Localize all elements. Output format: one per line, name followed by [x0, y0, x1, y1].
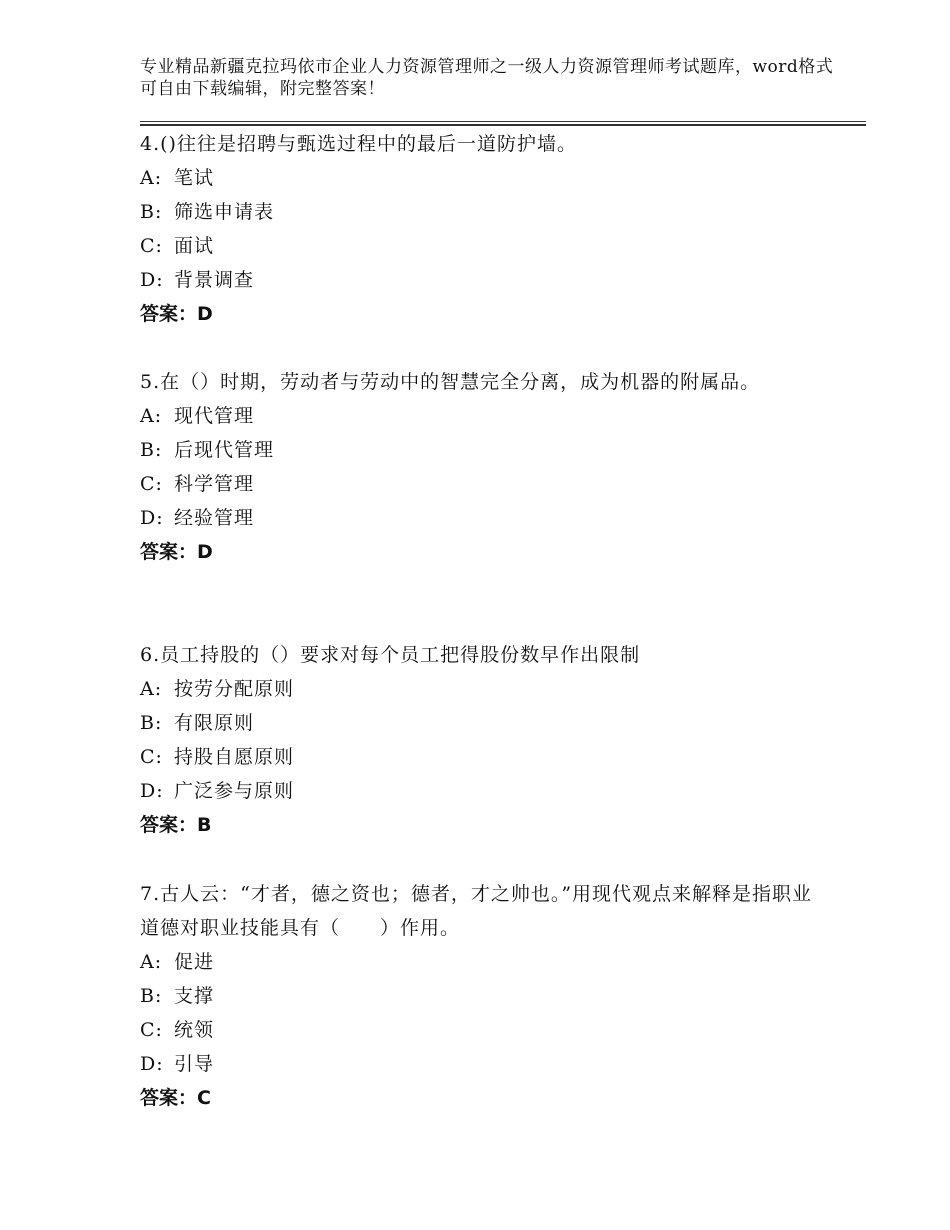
option-text: 背景调查 [174, 269, 255, 291]
option-letter: C: [140, 473, 163, 495]
option-letter: D: [140, 507, 164, 529]
option-letter: B: [140, 985, 163, 1007]
question-6 [140, 638, 820, 842]
option-letter: C: [140, 746, 163, 768]
option-text: 有限原则 [174, 712, 255, 734]
option-d [140, 774, 820, 808]
option-text: 统领 [174, 1019, 215, 1041]
question-7 [140, 877, 820, 1115]
question-stem: 5.在（）时期，劳动者与劳动中的智慧完全分离，成为机器的附属品。 [140, 371, 761, 393]
option-b [140, 706, 820, 740]
question-stem: 4.()往往是招聘与甄选过程中的最后一道防护墙。 [140, 133, 577, 155]
option-text: 科学管理 [174, 473, 255, 495]
answer-key: 答案：B [140, 814, 212, 836]
option-text: 笔试 [174, 167, 215, 189]
question-4 [140, 127, 820, 331]
option-text: 引导 [174, 1053, 215, 1075]
option-text: 面试 [174, 235, 215, 257]
option-text: 广泛参与原则 [174, 780, 295, 802]
option-letter: C: [140, 1019, 163, 1041]
option-text: 后现代管理 [174, 439, 275, 461]
option-b [140, 433, 820, 467]
option-b [140, 979, 820, 1013]
option-text: 筛选申请表 [174, 201, 275, 223]
option-a [140, 161, 820, 195]
option-text: 按劳分配原则 [174, 678, 295, 700]
option-a [140, 945, 820, 979]
option-text: 经验管理 [174, 507, 255, 529]
option-letter: A: [140, 405, 163, 427]
question-5 [140, 365, 820, 569]
option-text: 持股自愿原则 [174, 746, 295, 768]
option-text: 支撑 [174, 985, 215, 1007]
option-letter: D: [140, 269, 164, 291]
option-c [140, 740, 820, 774]
option-a [140, 672, 820, 706]
question-stem: 7.古人云：“才者，德之资也；德者，才之帅也。”用现代观点来解释是指职业道德对职业技能具有（ ）作用。 [140, 883, 813, 939]
option-letter: B: [140, 712, 163, 734]
answer-key: 答案：D [140, 303, 213, 325]
option-d [140, 1047, 820, 1081]
option-d [140, 263, 820, 297]
option-letter: D: [140, 780, 164, 802]
option-letter: A: [140, 951, 163, 973]
option-c [140, 1013, 820, 1047]
option-letter: A: [140, 678, 163, 700]
answer-key: 答案：D [140, 541, 213, 563]
question-stem: 6.员工持股的（）要求对每个员工把得股份数早作出限制 [140, 644, 641, 666]
option-c [140, 467, 820, 501]
option-d [140, 501, 820, 535]
answer-key: 答案：C [140, 1087, 211, 1109]
option-letter: A: [140, 167, 163, 189]
option-c [140, 229, 820, 263]
option-letter: C: [140, 235, 163, 257]
header-divider-thick [140, 124, 866, 126]
option-a [140, 399, 820, 433]
option-letter: B: [140, 201, 163, 223]
option-text: 促进 [174, 951, 215, 973]
option-letter: D: [140, 1053, 164, 1075]
option-letter: B: [140, 439, 163, 461]
option-text: 现代管理 [174, 405, 255, 427]
option-b [140, 195, 820, 229]
document-header: 专业精品新疆克拉玛依市企业人力资源管理师之一级人力资源管理师考试题库，word格式可自由下载编辑，附完整答案！ [140, 57, 834, 99]
header-divider-thin [140, 121, 866, 122]
